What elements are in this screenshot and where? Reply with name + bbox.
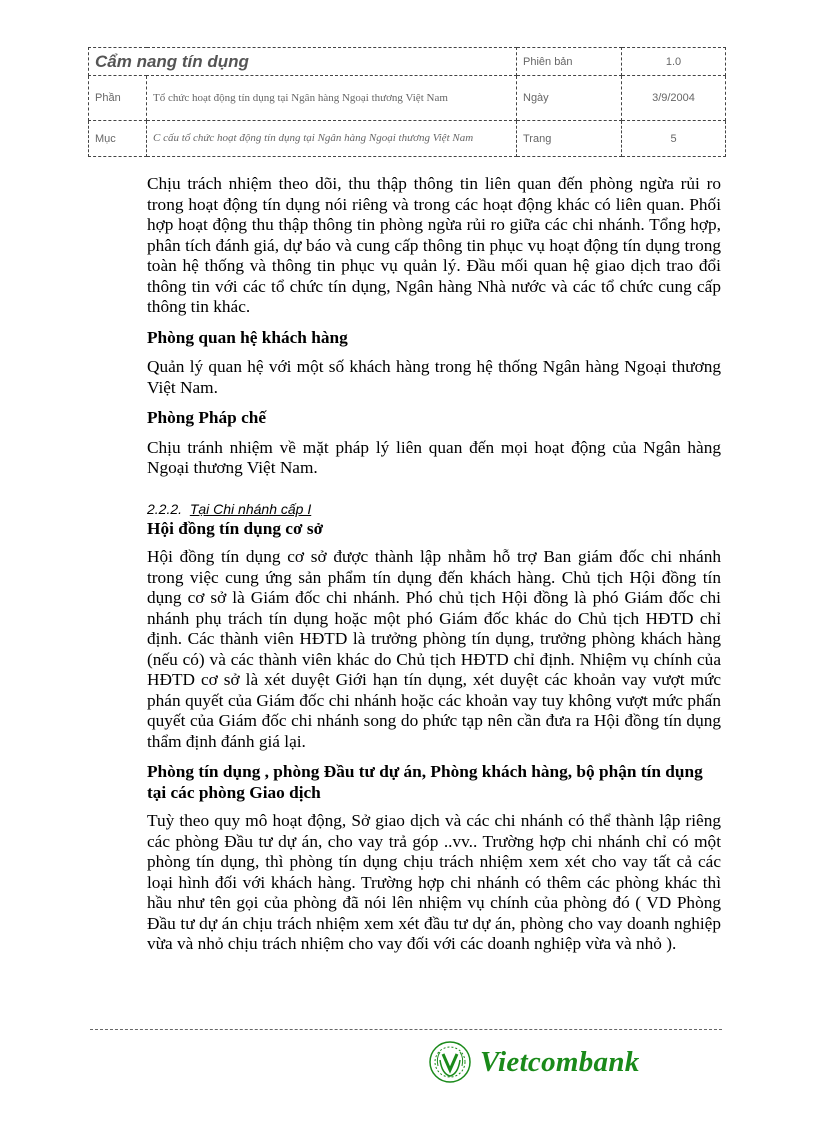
paragraph-legal: Chịu tránh nhiệm về mặt pháp lý liên quan đến mọi hoạt động của Ngân hàng Ngoại thương Việt Nam. [147,437,721,477]
brand-name: Vietcombank [480,1045,640,1078]
section-title: Tại Chi nhánh cấp I [189,500,312,517]
footer-divider [90,1029,722,1030]
section-label: Mục [89,121,147,157]
section-number: 2.2.2. [147,500,183,517]
footer-logo [428,1040,640,1084]
heading-legal: Phòng Pháp chế [147,408,267,427]
version-label: Phiên bản [517,48,622,76]
part-value: Tổ chức hoạt động tín dụng tại Ngân hàng Ngoại thương Việt Nam [147,76,517,121]
page-number: 5 [622,121,726,157]
section-value: C cấu tổ chức hoạt động tín dụng tại Ngân hàng Ngoại thương Việt Nam [147,121,517,157]
document-body [147,174,721,955]
vietcombank-emblem-icon [428,1040,472,1084]
heading-credit-council: Hội đồng tín dụng cơ sở [147,518,324,538]
paragraph-departments: Tuỳ theo quy mô hoạt động, Sở giao dịch và các chi nhánh có thể thành lập riêng các phòng Đầu tư dự án, cho vay trả góp ..vv.. Trường hợp chi nhánh chỉ có một phòng tín dụng, thì phòng tín dụng chịu trách nhiệm xem xét cho vay tất cả các loại hình đối với khách hàng. Trường hợp chi nhánh có thêm các phòng khác thì hầu như tên gọi của phòng đã nói lên nhiệm vụ chính của phòng đó ( VD Phòng Đầu tư dự án chịu trách nhiệm xem xét đầu tư dự án, phòng cho vay doanh nghiệp vừa và nhỏ chịu trách nhiệm cho vay đối với các doanh nghiệp vừa và nhỏ ). [147,811,721,953]
paragraph-risk-info: Chịu trách nhiệm theo dõi, thu thập thông tin liên quan đến phòng ngừa rủi ro trong hoạt động tín dụng nói riêng và trong các hoạt động khác có liên quan. Phối hợp hoạt động thu thập thông tin phòng ngừa rủi ro giữa các chi nhánh. Tổng hợp, phân tích đánh giá, dự báo và cung cấp thông tin phục vụ hoạt động tín dụng trong toàn hệ thống và thông tin phục vụ quản lý. Đầu mối quan hệ giao dịch trao đổi thông tin với các tổ chức tín dụng, Ngân hàng Nhà nước và các tổ chức cung cấp thông tin khác. [147,174,721,316]
paragraph-credit-council: Hội đồng tín dụng cơ sở được thành lập nhằm hỗ trợ Ban giám đốc chi nhánh trong việc cung ứng sản phẩm tín dụng đến khách hàng. Chủ tịch Hội đồng tín dụng cơ sở là Giám đốc chi nhánh. Phó chủ tịch Hội đồng là phó Giám đốc chi nhánh phụ trách tín dụng hoặc một phó Giám đốc khác do Chủ tịch HĐTD chỉ định. Các thành viên HĐTD là trưởng phòng tín dụng, trưởng phòng khách hàng (nếu có) và các thành viên khác do Chủ tịch HĐTD chỉ định. Nhiệm vụ chính của HĐTD cơ sở là xét duyệt Giới hạn tín dụng, xét duyệt các khoản vay vượt mức phán quyết của Giám đốc chi nhánh hoặc các khoản vay tuy không vượt mức phấn quyết của Giám đốc chi nhánh song do phức tạp nên cần đưa ra Hội đồng tín dụng thẩm định đánh giá lại. [147,547,721,751]
heading-customer-relations: Phòng quan hệ khách hàng [147,327,348,347]
part-label: Phần [89,76,147,121]
page-label: Trang [517,121,622,157]
manual-title: Cẩm nang tín dụng [89,48,517,76]
document-header-table [88,47,726,157]
section-heading [147,499,721,519]
date-value: 3/9/2004 [622,76,726,121]
heading-departments: Phòng tín dụng , phòng Đầu tư dự án, Phòng khách hàng, bộ phận tín dụng tại các phòng Giao dịch [147,762,703,802]
paragraph-customer-relations: Quản lý quan hệ với một số khách hàng trong hệ thống Ngân hàng Ngoại thương Việt Nam. [147,357,721,397]
version-value: 1.0 [622,48,726,76]
date-label: Ngày [517,76,622,121]
